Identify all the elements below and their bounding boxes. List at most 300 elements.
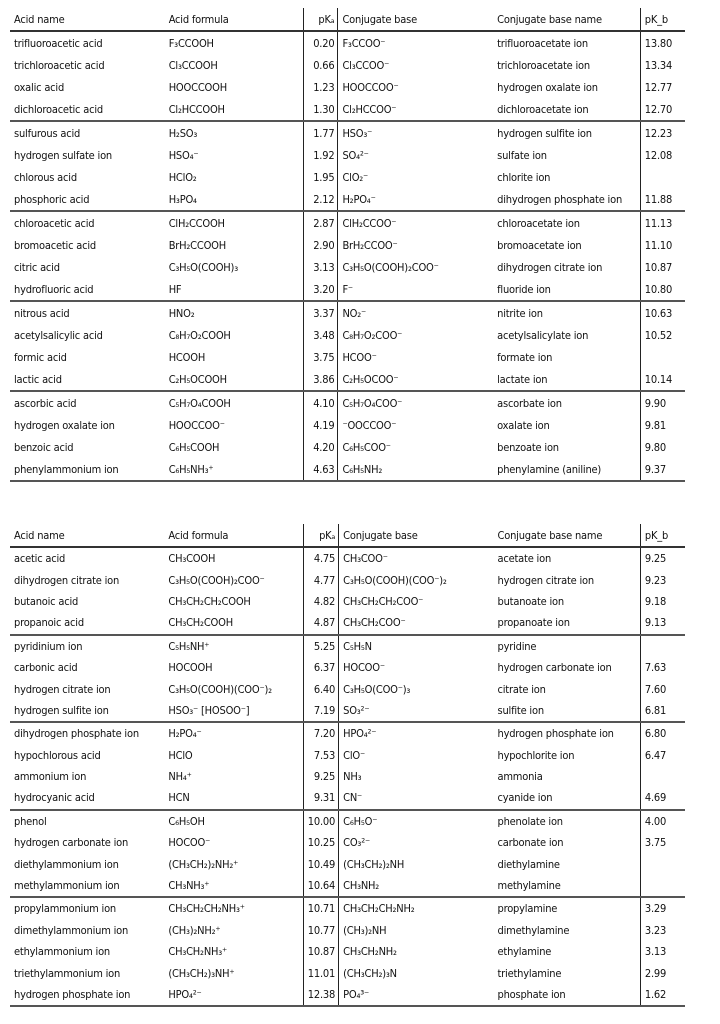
conjugate-base: CH₃CH₂NH₂ [343, 945, 397, 959]
acid-formula: C₂H₅OCOOH [168, 372, 227, 386]
pkb-value [640, 166, 685, 188]
conjugate-base-name: hypochlorite ion [497, 748, 575, 762]
conjugate-base-name: sulfate ion [497, 148, 547, 162]
acid-formula: HOCOOH [168, 661, 213, 675]
header-pkb: pK_b [640, 524, 685, 547]
pka-value: 11.01 [303, 962, 338, 983]
table-row [10, 144, 685, 166]
conjugate-base: (CH₃CH₂)₃N [343, 966, 397, 980]
header-conjugate-base: Conjugate base [338, 8, 493, 31]
table-row [10, 346, 685, 368]
pkb-value: 9.37 [640, 458, 685, 481]
table-row [10, 31, 685, 54]
acid-formula: HSO₄⁻ [168, 148, 199, 162]
conjugate-base-name: phenylamine (aniline) [493, 458, 640, 481]
header-row [10, 8, 685, 31]
pkb-value: 11.13 [640, 211, 685, 234]
conjugate-base: CH₃CH₂CH₂NH₂ [339, 897, 494, 919]
pka-value: 7.19 [303, 700, 338, 722]
pka-value: 10.64 [303, 875, 338, 897]
acid-formula: HOOCCOOH [168, 80, 227, 94]
acid-formula: BrH₂CCOOH [168, 238, 226, 252]
acid-name: phenol [10, 810, 164, 832]
acid-name: trifluoroacetic acid [14, 36, 103, 50]
acid-formula: CH₃CH₂CH₂NH₃⁺ [164, 897, 303, 919]
pka-value: 4.20 [304, 436, 338, 458]
acid-formula: C₃H₅O(COOH)₂COO⁻ [168, 573, 265, 587]
table-row [10, 414, 685, 436]
acid-name: sulfurous acid [10, 121, 165, 144]
conjugate-base-name: chloroacetate ion [493, 211, 640, 234]
header-conjugate-base-name: Conjugate base name [494, 524, 641, 547]
table-row [10, 458, 685, 481]
acid-formula: HOOCCOO⁻ [168, 418, 225, 432]
conjugate-base: C₃H₅O(COOH)₂COO⁻ [342, 260, 439, 274]
pka-value: 1.30 [304, 98, 338, 121]
pka-value: 4.10 [304, 391, 338, 414]
acid-name: chloroacetic acid [10, 211, 165, 234]
header-conjugate-base: Conjugate base [339, 524, 494, 547]
table-row [10, 324, 685, 346]
acid-name: carbonic acid [14, 661, 78, 675]
pkb-value: 12.77 [640, 76, 685, 98]
table-row [10, 832, 685, 853]
acid-name: citric acid [14, 260, 60, 274]
acid-name: methylammonium ion [14, 879, 120, 893]
conjugate-base: ⁻OOCCOO⁻ [342, 418, 397, 432]
pkb-value: 9.80 [640, 436, 685, 458]
conjugate-base: C₆H₅NH₂ [338, 458, 493, 481]
pkb-value: 3.23 [640, 920, 685, 941]
header-acid-formula: Acid formula [165, 8, 304, 31]
acid-name: propylammonium ion [10, 897, 164, 919]
acid-name: dimethylammonium ion [14, 923, 129, 937]
acid-name: ascorbic acid [10, 391, 165, 414]
acid-name: ammonium ion [14, 770, 87, 784]
header-acid-name: Acid name [10, 8, 165, 31]
pka-value: 4.75 [303, 547, 338, 569]
pka-value: 4.77 [303, 569, 338, 590]
conjugate-base-name: phenolate ion [494, 810, 641, 832]
table-row [10, 635, 685, 657]
table-row [10, 722, 685, 744]
pka-value: 6.37 [303, 657, 338, 678]
pka-value: 4.63 [304, 458, 338, 481]
table-row [10, 256, 685, 278]
conjugate-base-name: ammonia [497, 770, 543, 784]
pkb-value: 6.47 [640, 745, 685, 766]
table-row [10, 853, 685, 874]
acid-formula: HF [168, 282, 182, 296]
acid-name: propanoic acid [14, 616, 84, 630]
header-conjugate-base-name: Conjugate base name [493, 8, 640, 31]
table-row [10, 612, 685, 634]
conjugate-base: C₆H₅O⁻ [339, 810, 494, 832]
pka-value: 3.86 [304, 368, 338, 391]
conjugate-base-name: triethylamine [497, 966, 562, 980]
conjugate-base: CO₃²⁻ [343, 836, 370, 850]
conjugate-base: C₅H₇O₄COO⁻ [338, 391, 493, 414]
acid-formula: H₂SO₃ [165, 121, 304, 144]
conjugate-base: HCOO⁻ [342, 350, 377, 364]
pkb-value: 11.88 [640, 188, 685, 211]
acid-formula: NH₄⁺ [168, 770, 192, 784]
pka-value: 10.00 [303, 810, 338, 832]
pka-value: 12.38 [303, 984, 338, 1006]
pka-value: 10.49 [303, 853, 338, 874]
pka-value: 3.13 [304, 256, 338, 278]
conjugate-base-name: dichloroacetate ion [497, 102, 589, 116]
conjugate-base: NH₃ [343, 770, 362, 784]
acid-base-table-2 [10, 524, 685, 1007]
pkb-value: 13.80 [640, 31, 685, 54]
pkb-value: 10.63 [640, 301, 685, 324]
pka-value: 3.20 [304, 278, 338, 301]
pkb-value: 12.08 [640, 144, 685, 166]
acid-name: oxalic acid [14, 80, 65, 94]
pkb-value: 10.80 [640, 278, 685, 301]
conjugate-base-name: dimethylamine [497, 923, 570, 937]
pkb-value: 11.10 [640, 234, 685, 256]
table-row [10, 941, 685, 962]
conjugate-base-name: dihydrogen phosphate ion [497, 192, 623, 206]
conjugate-base-name: lactate ion [497, 372, 548, 386]
pkb-value: 10.14 [640, 368, 685, 391]
pkb-value: 1.62 [640, 984, 685, 1006]
conjugate-base: HOOCCOO⁻ [342, 80, 399, 94]
conjugate-base-name: acetate ion [497, 552, 552, 566]
conjugate-base: CN⁻ [343, 791, 363, 805]
conjugate-base: PO₄³⁻ [339, 984, 494, 1006]
acid-name: hydrogen oxalate ion [14, 418, 115, 432]
conjugate-base-name: hydrogen oxalate ion [497, 80, 598, 94]
acid-formula: Cl₂HCCOOH [168, 102, 225, 116]
acid-name: hydrogen phosphate ion [10, 984, 164, 1006]
table-row [10, 810, 685, 832]
pka-value: 4.87 [303, 612, 338, 634]
header-pka: pKₐ [303, 524, 338, 547]
table-row [10, 54, 685, 76]
conjugate-base-name: bromoacetate ion [497, 238, 582, 252]
pkb-value: 7.63 [640, 657, 685, 678]
acid-name: benzoic acid [14, 440, 74, 454]
pkb-value: 7.60 [640, 678, 685, 699]
pka-value: 10.87 [303, 941, 338, 962]
table-row [10, 766, 685, 787]
conjugate-base: Cl₃CCOO⁻ [342, 58, 390, 72]
acid-formula: F₃CCOOH [168, 36, 214, 50]
conjugate-base: ClO₂⁻ [342, 170, 369, 184]
acid-formula: HNO₂ [165, 301, 304, 324]
acid-name: lactic acid [14, 372, 62, 386]
header-acid-formula: Acid formula [164, 524, 303, 547]
pka-value: 2.12 [304, 188, 338, 211]
table-row [10, 436, 685, 458]
table-row [10, 897, 685, 919]
acid-name: ethylammonium ion [14, 945, 111, 959]
table-row [10, 962, 685, 983]
conjugate-base: NO₂⁻ [338, 301, 493, 324]
acid-formula: C₈H₇O₂COOH [168, 328, 231, 342]
table-row [10, 301, 685, 324]
acid-formula: C₅H₇O₄COOH [165, 391, 304, 414]
conjugate-base-name: fluoride ion [497, 282, 551, 296]
pkb-value: 6.80 [640, 722, 685, 744]
pkb-value: 3.75 [640, 832, 685, 853]
table-row [10, 121, 685, 144]
conjugate-base: ClO⁻ [343, 748, 365, 762]
conjugate-base-name: chlorite ion [497, 170, 551, 184]
acid-name: formic acid [14, 350, 67, 364]
acid-base-table-1 [10, 8, 685, 482]
pkb-value: 9.81 [640, 414, 685, 436]
conjugate-base-name: carbonate ion [497, 836, 564, 850]
table-row [10, 368, 685, 391]
pka-value: 2.87 [304, 211, 338, 234]
acid-name: acetic acid [14, 552, 66, 566]
conjugate-base-name: methylamine [497, 879, 561, 893]
acid-formula: (CH₃CH₂)₃NH⁺ [168, 966, 235, 980]
conjugate-base-name: formate ion [497, 350, 553, 364]
conjugate-base-name: trifluoroacetate ion [497, 36, 588, 50]
pkb-value: 3.13 [640, 941, 685, 962]
conjugate-base: ClH₂CCOO⁻ [338, 211, 493, 234]
conjugate-base: CH₃COO⁻ [343, 552, 388, 566]
acid-formula: H₃PO₄ [168, 192, 197, 206]
pka-value: 4.19 [304, 414, 338, 436]
table-row [10, 984, 685, 1006]
pka-value: 6.40 [303, 678, 338, 699]
pkb-value [640, 875, 685, 897]
pka-value: 0.20 [304, 31, 338, 54]
acid-name: triethylammonium ion [14, 966, 121, 980]
acid-name: hydrofluoric acid [14, 282, 94, 296]
acid-formula: C₅H₅NH⁺ [164, 635, 303, 657]
table-row [10, 98, 685, 121]
acid-formula: C₃H₅O(COOH)₃ [168, 260, 238, 274]
acid-formula: HCN [168, 791, 190, 805]
conjugate-base: F₃CCOO⁻ [342, 36, 386, 50]
conjugate-base-name: dihydrogen citrate ion [497, 260, 603, 274]
acid-formula: C₆H₅NH₃⁺ [165, 458, 304, 481]
pkb-value: 12.23 [640, 121, 685, 144]
conjugate-base: HSO₃⁻ [338, 121, 493, 144]
pkb-value: 2.99 [640, 962, 685, 983]
pka-value: 10.77 [303, 920, 338, 941]
conjugate-base: CH₃CH₂CH₂COO⁻ [343, 594, 424, 608]
acid-formula: CH₃CH₂CH₂COOH [168, 594, 251, 608]
acid-formula: (CH₃)₂NH₂⁺ [168, 923, 221, 937]
conjugate-base-name: trichloroacetate ion [497, 58, 590, 72]
acid-formula: CH₃NH₃⁺ [168, 879, 210, 893]
conjugate-base: HPO₄²⁻ [339, 722, 494, 744]
table-row [10, 569, 685, 590]
conjugate-base-name: diethylamine [497, 857, 560, 871]
conjugate-base: C₃H₅O(COOH)(COO⁻)₂ [343, 573, 447, 587]
acid-formula: H₂PO₄⁻ [164, 722, 303, 744]
conjugate-base-name: citrate ion [497, 682, 546, 696]
table-row [10, 188, 685, 211]
acid-name: nitrous acid [10, 301, 165, 324]
table-row [10, 787, 685, 809]
pkb-value: 10.52 [640, 324, 685, 346]
pkb-value: 9.90 [640, 391, 685, 414]
acid-name: phosphoric acid [14, 192, 90, 206]
conjugate-base: BrH₂CCOO⁻ [342, 238, 398, 252]
header-pkb: pK_b [640, 8, 685, 31]
header-row [10, 524, 685, 547]
conjugate-base-name: propylamine [494, 897, 641, 919]
pka-value: 7.20 [303, 722, 338, 744]
conjugate-base: CH₃NH₂ [343, 879, 380, 893]
acid-formula: HCOOH [168, 350, 206, 364]
acid-name: butanoic acid [14, 594, 79, 608]
acid-formula: CH₃CH₂COOH [168, 616, 233, 630]
conjugate-base-name: benzoate ion [497, 440, 559, 454]
pka-value: 10.25 [303, 832, 338, 853]
pkb-value [640, 635, 685, 657]
table-row [10, 678, 685, 699]
pka-value: 9.31 [303, 787, 338, 809]
acid-formula: (CH₃CH₂)₂NH₂⁺ [168, 857, 239, 871]
acid-name: acetylsalicylic acid [14, 328, 103, 342]
acid-name: hydrogen sulfite ion [14, 703, 109, 717]
acid-formula: HPO₄²⁻ [164, 984, 303, 1006]
conjugate-base-name: butanoate ion [497, 594, 564, 608]
conjugate-base: C₅H₅N [339, 635, 494, 657]
conjugate-base-name: cyanide ion [497, 791, 553, 805]
pka-value: 3.75 [304, 346, 338, 368]
conjugate-base-name: hydrogen citrate ion [497, 573, 594, 587]
conjugate-base-name: acetylsalicylate ion [497, 328, 589, 342]
pkb-value: 9.25 [640, 547, 685, 569]
header-pka: pKₐ [304, 8, 338, 31]
table-row [10, 875, 685, 897]
table-row [10, 234, 685, 256]
conjugate-base-name: sulfite ion [497, 703, 544, 717]
pkb-value: 3.29 [640, 897, 685, 919]
conjugate-base: CH₃CH₂COO⁻ [343, 616, 406, 630]
pkb-value: 9.18 [640, 591, 685, 612]
acid-formula: HClO [168, 748, 193, 762]
pka-value: 7.53 [303, 745, 338, 766]
acid-name: hydrogen citrate ion [14, 682, 111, 696]
conjugate-base: C₆H₅COO⁻ [342, 440, 391, 454]
pkb-value: 4.00 [640, 810, 685, 832]
pka-value: 3.48 [304, 324, 338, 346]
conjugate-base: F⁻ [342, 282, 353, 296]
pkb-value: 13.34 [640, 54, 685, 76]
pkb-value: 4.69 [640, 787, 685, 809]
acid-formula: CH₃CH₂NH₃⁺ [168, 945, 228, 959]
acid-name: hydrocyanic acid [14, 791, 95, 805]
acid-formula: Cl₃CCOOH [168, 58, 218, 72]
pka-value: 10.71 [303, 897, 338, 919]
pka-value: 5.25 [303, 635, 338, 657]
conjugate-base-name: pyridine [494, 635, 641, 657]
conjugate-base-name: ascorbate ion [493, 391, 640, 414]
conjugate-base: HOCOO⁻ [343, 661, 385, 675]
acid-name: bromoacetic acid [14, 238, 97, 252]
conjugate-base-name: oxalate ion [497, 418, 550, 432]
pkb-value: 9.13 [640, 612, 685, 634]
acid-name: trichloroacetic acid [14, 58, 105, 72]
acid-name: dihydrogen citrate ion [14, 573, 120, 587]
pka-value: 2.90 [304, 234, 338, 256]
acid-name: chlorous acid [14, 170, 77, 184]
acid-formula: HClO₂ [168, 170, 197, 184]
acid-formula: C₃H₅O(COOH)(COO⁻)₂ [168, 682, 272, 696]
pka-value: 3.37 [304, 301, 338, 324]
conjugate-base: Cl₂HCCOO⁻ [342, 102, 397, 116]
acid-name: dichloroacetic acid [14, 102, 103, 116]
pkb-value [640, 766, 685, 787]
table-row [10, 211, 685, 234]
pka-value: 0.66 [304, 54, 338, 76]
acid-name: pyridinium ion [10, 635, 164, 657]
acid-name: hydrogen sulfate ion [14, 148, 112, 162]
conjugate-base: C₂H₅OCOO⁻ [342, 372, 399, 386]
table-row [10, 547, 685, 569]
acid-formula: C₆H₅OH [164, 810, 303, 832]
pkb-value: 12.70 [640, 98, 685, 121]
acid-name: hydrogen carbonate ion [14, 836, 129, 850]
table-row [10, 920, 685, 941]
pkb-value: 9.23 [640, 569, 685, 590]
table-row [10, 700, 685, 722]
acid-name: dihydrogen phosphate ion [10, 722, 164, 744]
table-row [10, 591, 685, 612]
conjugate-base-name: hydrogen phosphate ion [494, 722, 641, 744]
acid-formula: ClH₂CCOOH [165, 211, 304, 234]
pka-value: 1.77 [304, 121, 338, 144]
pkb-value [640, 346, 685, 368]
acid-name: diethylammonium ion [14, 857, 119, 871]
conjugate-base: (CH₃)₂NH [343, 923, 387, 937]
table-row [10, 657, 685, 678]
conjugate-base-name: phosphate ion [494, 984, 641, 1006]
table-row [10, 166, 685, 188]
acid-name: hypochlorous acid [14, 748, 101, 762]
conjugate-base: C₃H₅O(COO⁻)₃ [343, 682, 411, 696]
conjugate-base: H₂PO₄⁻ [342, 192, 376, 206]
pkb-value [640, 853, 685, 874]
header-acid-name: Acid name [10, 524, 164, 547]
pka-value: 4.82 [303, 591, 338, 612]
acid-formula: CH₃COOH [168, 552, 216, 566]
conjugate-base: (CH₃CH₂)₂NH [343, 857, 405, 871]
conjugate-base: SO₃²⁻ [343, 703, 370, 717]
acid-formula: HSO₃⁻ [HOSOO⁻] [168, 703, 250, 717]
pka-value: 1.92 [304, 144, 338, 166]
table-row [10, 391, 685, 414]
pka-value: 9.25 [303, 766, 338, 787]
table-row [10, 76, 685, 98]
pkb-value: 10.87 [640, 256, 685, 278]
acid-formula: C₆H₅COOH [168, 440, 220, 454]
pka-value: 1.95 [304, 166, 338, 188]
conjugate-base: C₈H₇O₂COO⁻ [342, 328, 403, 342]
conjugate-base-name: hydrogen sulfite ion [493, 121, 640, 144]
conjugate-base-name: nitrite ion [493, 301, 640, 324]
table-row [10, 278, 685, 301]
acid-name: phenylammonium ion [10, 458, 165, 481]
conjugate-base: SO₄²⁻ [342, 148, 369, 162]
acid-formula: HOCOO⁻ [168, 836, 211, 850]
conjugate-base-name: ethylamine [497, 945, 552, 959]
pka-value: 1.23 [304, 76, 338, 98]
pkb-value: 6.81 [640, 700, 685, 722]
